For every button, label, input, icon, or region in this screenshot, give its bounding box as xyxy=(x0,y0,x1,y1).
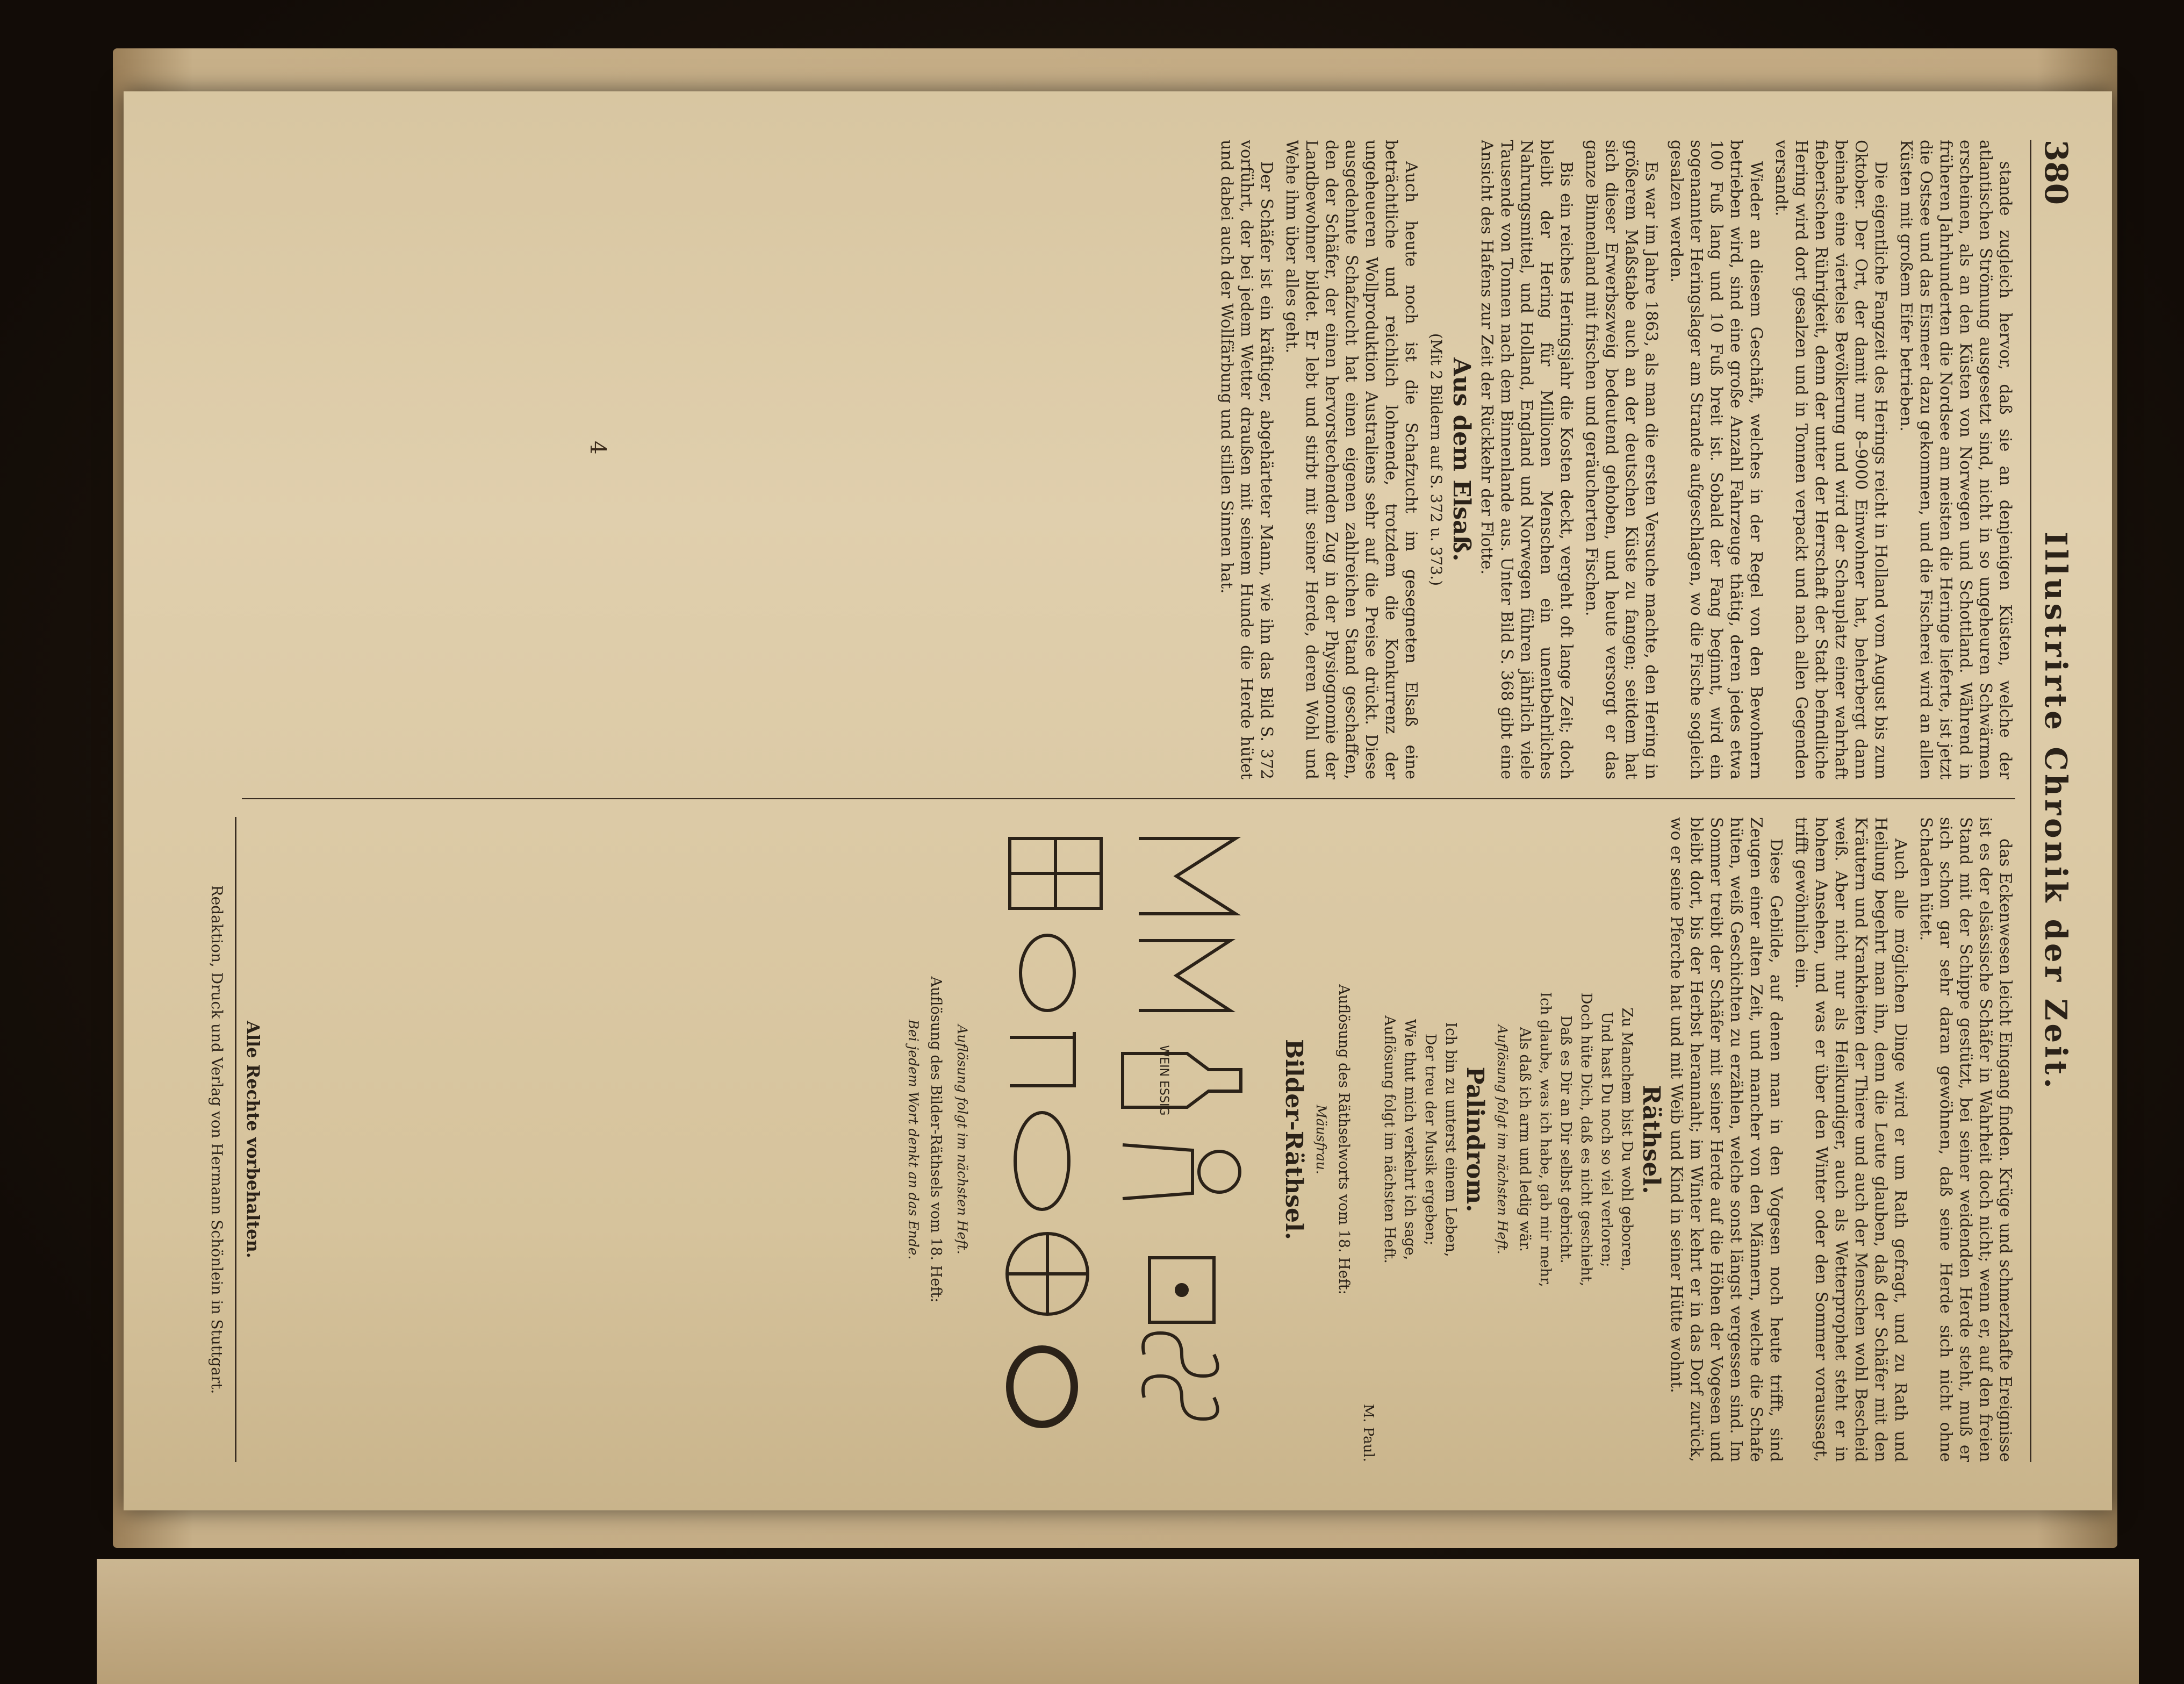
poem-line: Daß es Dir an Dir selbst gebricht. xyxy=(1557,1015,1574,1264)
paragraph: das Eckenwesen leicht Eingang finden. Krüge und schmerzhafte Ereignisse ist es der elsässische Schäfer in Wahrheit doch nicht; wenn er, auf den freien Stand mit der Schippe gestützt, bei seiner weidenden Herde steht, muß er sich schon gar sehr daran gewöhnen, daß seine Herde sich nicht ohne Schaden hütet. xyxy=(1916,817,2015,1462)
page-content xyxy=(167,140,2080,1462)
poem-line: Und hast Du noch so viel verloren; xyxy=(1598,1012,1615,1267)
poem-line: Als daß ich arm und ledig wär. xyxy=(1517,1027,1533,1252)
poem-line: Der treu der Musik ergeben; xyxy=(1422,1034,1439,1245)
poem-line: Wie thut mich verkehrt ich sage, xyxy=(1402,1019,1418,1260)
rebus-illustration xyxy=(978,817,1278,1462)
paragraph: Diese Gebilde, auf denen man in den Vogesen noch heute trifft, sind Zeugen einer alten Zeit, und mancher von den Männern, welche die Schafe hüten, weiß Geschichten zu erzählen, welche sonst längst vergessen sind. Im Sommer treibt der Schäfer mit seiner Herde auf die Höhen der Vogesen und bleibt dort, bis der Herbst herannaht; im Winter kehrt er in das Dorf zurück, wo er seine Pferche hat und mit Weib und Kind in seiner Hütte wohnt. xyxy=(1667,817,1785,1462)
paragraph: Auch heute noch ist die Schafzucht im gesegneten Elsaß eine beträchtliche und reichlich lohnende, trotzdem die Konkurrenz der ungeheueren Wollproduktion Australiens sehr auf die Preise drückt. Diese ausgedehnte Schafzucht hat einen eigenen zahlreichen Stand geschaffen, den der Schäfer, der einen hervorstechenden Zug in der Physiognomie der Landbewohner bildet. Er lebt und stirbt mit seiner Herde, deren Wohl und Wehe ihm über alles geht. xyxy=(1282,140,1420,779)
rights-notice: Alle Rechte vorbehalten. xyxy=(243,1021,263,1258)
poem-line: Auflösung folgt im nächsten Heft. xyxy=(1381,1015,1398,1264)
facing-page-edge xyxy=(97,1559,2139,1684)
paragraph: Auch alle möglichen Dinge wird er um Rath gefragt, und zu Rath und Heilung begehrt man ihn, denn die Leute glauben, daß der Schäfer mit den Kräutern und Krankheiten der Thiere und auch der Menschen wohl Bescheid weiß. Aber nicht nur als Heilkundiger, auch als Wetterprophet steht er in hohem Ansehen, und was er über den Winter oder den Sommer voraussagt, trifft gewöhnlich ein. xyxy=(1792,817,1910,1462)
raetsel-note: Auflösung folgt im nächsten Heft. xyxy=(1495,1024,1510,1255)
paragraph: Die eigentliche Fangzeit des Herings reicht in Holland vom August bis zum Oktober. Der Ort, der damit nur 8–9000 Einwohner hat, beherbergt dann beinahe eine viertelse Bevölkerung und wird der Schauplatz einer wahrhaft fieberischen Rührigkeit, denn der unter der Herrschaft der Stadt befindliche Hering wird dort gesalzen und in Tonnen verpackt und nach allen Gegenden versandt. xyxy=(1772,140,1890,779)
section-subtitle-elsass: (Mit 2 Bildern auf S. 372 u. 373.) xyxy=(1427,333,1445,586)
paragraph: Wieder an diesem Geschäft, welches in der Regel von den Bewohnern betrieben wird, sind eine große Anzahl Fahrzeuge thätig, deren jedes etwa 100 Fuß lang und 10 Fuß breit ist. Sobald der Fang beginnt, wird ein sogenannter Heringslager am Strande aufgeschlagen, wo die Fische sogleich gesalzen werden. xyxy=(1667,140,1765,779)
paragraph: stande zugleich hervor, daß sie an denjenigen Küsten, welche der atlantischen Strömung ausgesetzt sind, nicht in so ungeheuren Schwärmen erscheinen, als an den Küsten von Norwegen und Schottland. Während in früheren Jahrhunderten die Nordsee am meisten die Heringe lieferte, ist jetzt die Ostsee und das Eismeer dazu gekommen, und die Fischerei wird an allen Küsten mit großem Eifer betrieben. xyxy=(1896,140,2015,779)
bilder-loesung-answer: Bei jedem Wort denkt an das Ende. xyxy=(906,1019,921,1260)
picture-rebus xyxy=(978,817,1278,1462)
bilder-loesung-heading: Auflösung des Bilder-Räthsels vom 18. Heft: xyxy=(928,976,944,1303)
rebus-letter-s xyxy=(1143,1333,1218,1376)
ring-icon xyxy=(1010,1349,1074,1424)
rebus-letter-m-outline xyxy=(1139,839,1235,914)
section-title-bilder-raetsel: Bilder-Räthsel. xyxy=(1280,1038,1307,1241)
journal-title: Illustrirte Chronik der Zeit. xyxy=(2038,532,2073,1092)
paragraph: Es war im Jahre 1863, als man die ersten Versuche machte, den Hering in größerem Maßstabe auch an der deutschen Küste zu fangen; seitdem hat sich dieser Erwerbszweig bedeutend gehoben, und heute versorgt er das ganze Binnenland mit frischen und geräucherten Fischen. xyxy=(1582,140,1661,779)
poem-line: Zu Manchem bist Du wohl geboren, xyxy=(1619,1007,1635,1272)
author-signature: M. Paul. xyxy=(1360,1403,1376,1462)
bottle-label: WEIN ESSIG xyxy=(1157,1045,1170,1116)
poem-line: Ich bin zu unterst einem Leben, xyxy=(1442,1022,1459,1257)
imprint: Redaktion, Druck und Verlag von Hermann Schönlein in Stuttgart. xyxy=(208,885,226,1394)
poem-line: Ich glaube, was ich habe, gab mir mehr, xyxy=(1537,992,1554,1287)
cat-icon xyxy=(1021,935,1074,1011)
paragraph: Der Schäfer ist ein kräftiger, abgehärteter Mann, wie ihn das Bild S. 372 vorführt, der bei jedem Wetter draußen mit seinem Hunde die Herde hütet und dabei auch der Wollfärbung und stillen Sinnen hat. xyxy=(1217,140,1276,779)
poem-line: Doch hüte Dich, daß es nicht geschieht, xyxy=(1578,992,1594,1287)
right-column xyxy=(242,817,2015,1462)
section-title-elsass: Aus dem Elsaß. xyxy=(1448,357,1475,562)
left-column xyxy=(414,140,2015,779)
section-title-raetsel: Räthsel. xyxy=(1637,1085,1665,1194)
person-body-icon xyxy=(1123,1145,1192,1199)
bread-loaf-icon xyxy=(1015,1113,1069,1209)
page-header xyxy=(2030,140,2080,1462)
book-page xyxy=(124,91,2112,1510)
loesung-answer: Mäusfrau. xyxy=(1313,1105,1329,1174)
paragraph: Bis ein reiches Heringsjahr die Kosten deckt, vergeht oft lange Zeit; doch bleibt der Hering für Millionen Menschen ein unentbehrliches Nahrungsmittel, und Holland, England und Norwegen führen jährlich viele Tausende von Tonnen nach dem Binnenlande aus. Unter Bild S. 368 gibt eine Ansicht des Hafens zur Zeit der Rückkehr der Flotte. xyxy=(1477,140,1576,779)
section-title-palindrom: Palindrom. xyxy=(1461,1066,1489,1213)
loesung-heading: Auflösung des Räthselworts vom 18. Heft: xyxy=(1335,984,1352,1295)
column-divider xyxy=(242,798,2015,799)
person-head-icon xyxy=(1199,1151,1240,1192)
rebus-letter-s xyxy=(1143,1376,1218,1419)
bottle-icon xyxy=(1123,1054,1241,1107)
bilder-note: Auflösung folgt im nächsten Heft. xyxy=(954,1024,970,1255)
pencil-mark: 4 xyxy=(585,441,610,455)
footer-rule xyxy=(235,817,236,1462)
page-number: 380 xyxy=(2038,140,2074,205)
rebus-letter-m xyxy=(1139,941,1230,1011)
stool-icon xyxy=(1010,1032,1074,1086)
